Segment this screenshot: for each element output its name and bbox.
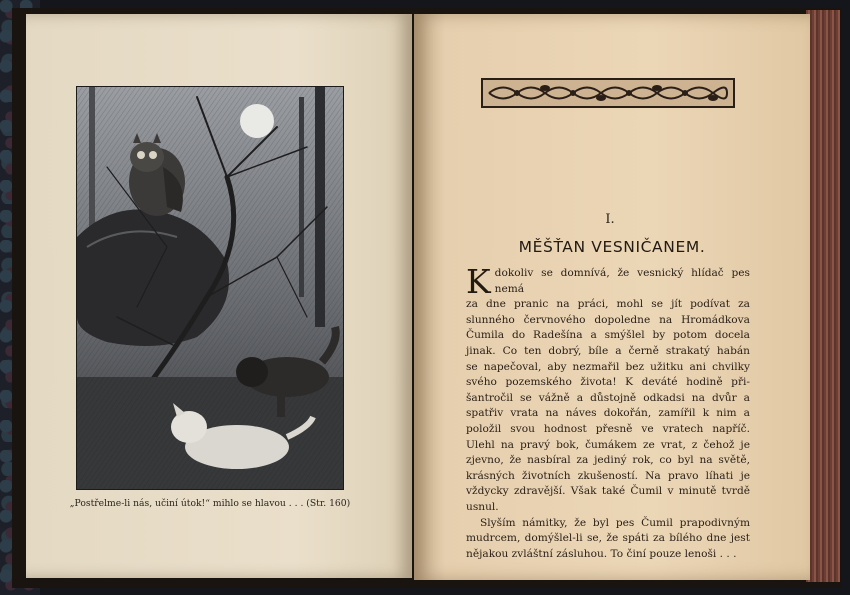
chapter-number: I.: [605, 212, 615, 227]
text-line: spatřiv vrata na náves dokořán, zamířil k nim a: [466, 407, 750, 420]
text-line: položil svou hodnost přesně ve vratech napříč.: [466, 422, 750, 435]
illustration-plate: [76, 86, 344, 490]
text-line: za dne pranic na práci, mohl se jít podívat za: [466, 298, 750, 311]
illustration-caption: „Postřelme-li nás, učiní útok!“ mihlo se hlavou . . . (Str. 160): [69, 498, 351, 509]
text-line: Čumila do Radešína a smýšlel by potom docela: [466, 329, 750, 342]
text-line: Slyším námitky, že byl pes Čumil prapodivným: [480, 516, 750, 529]
text-line: jinak. Co ten dobrý, bíle a černě strakatý habán: [466, 344, 750, 357]
text-line: usnul.: [466, 500, 499, 513]
owl-and-dogs-engraving: [77, 87, 343, 489]
art-nouveau-ornament: [481, 78, 735, 108]
text-line: vždycky zdravější. Však také Čumil v minutě tvrdě: [466, 485, 750, 498]
body-text: [466, 262, 750, 562]
text-line: šantročil se vážně a důstojně odkadsi na dvůr a: [466, 391, 750, 404]
text-line: mudrcem, domýšlel-li se, že spáti za bílého dne jest: [466, 532, 750, 545]
paragraph-1: [466, 262, 750, 516]
drop-cap: K: [466, 262, 491, 301]
text-line: slunného červnového dopoledne na Hromádkova: [466, 313, 750, 326]
text-line: svého pozemského života! K deváté hodině při-: [466, 376, 750, 389]
paragraph-2: [466, 516, 750, 563]
text-line: Ulehl na pravý bok, čumákem ze vrat, z čehož je: [466, 438, 750, 451]
text-line: se napečoval, aby nezmařil bez užitku ani chvilky: [466, 360, 750, 373]
text-line: krásných životních zkušeností. Na pravo líhati je: [466, 469, 750, 482]
chapter-title: MĚŠŤAN VESNIČANEM.: [518, 238, 706, 256]
text-line: nějakou zvláštní zásluhou. To činí pouze lenoši . . .: [466, 547, 737, 560]
moon: [240, 104, 274, 138]
page-edges: [806, 10, 840, 582]
text-line: zjevno, že nasbíral za jediný rok, co byl na světě,: [466, 454, 750, 467]
text-line: dokoliv se domnívá, že vesnický hlídač pes nemá: [494, 267, 750, 295]
